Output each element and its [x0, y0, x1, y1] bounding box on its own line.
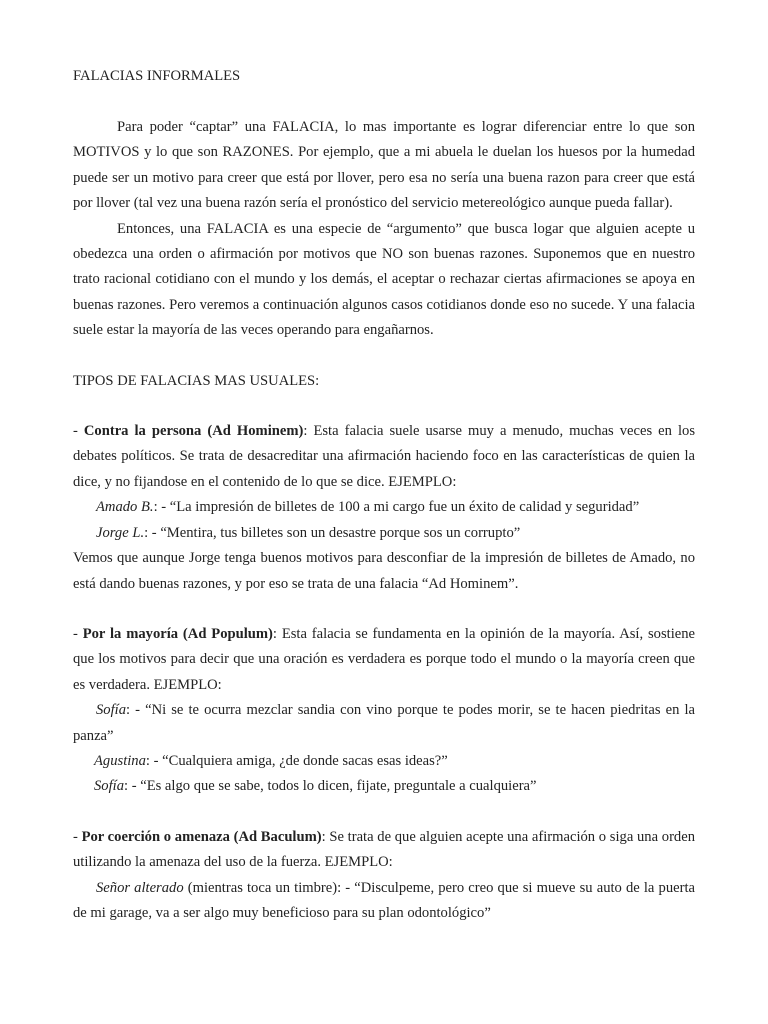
populum-dialog-1: [73, 698, 695, 749]
intro-paragraph-2: Entonces, una FALACIA es una especie de “argumento” que busca logar que alguien acepte u obedezca una orden o afirmación por motivos que NO son buenas razones. Suponemos que en nuestro trato racional cotidiano con el mundo y los demás, el aceptar o rechazar ciertas afirmaciones se apoya en buenas razones. Pero veremos a continuación algunos casos cotidianos donde eso no sucede. Y una falacia suele estar la mayoría de las veces operando para engañarnos.: [73, 220, 695, 339]
hominem-dialog-1: [73, 495, 695, 520]
populum-name: Por la mayoría (Ad Populum): [82, 625, 273, 642]
populum-dash: -: [73, 625, 83, 642]
hominem-d1-text: : - “La impresión de billetes de 100 a mi cargo fue un éxito de calidad y seguridad”: [153, 499, 640, 516]
populum-dialog-2: [73, 749, 695, 774]
hominem-text: : Esta falacia suele usarse muy a menudo, muchas veces en los debates políticos. Se trata de desacreditar una afirmación haciendo foco en las características de quien la dice, y no fijandose en el contenido de lo que se dice. EJEMPLO:: [73, 423, 696, 490]
populum-d3-text: : - “Es algo que se sabe, todos lo dicen, fijate, preguntale a cualquiera”: [124, 778, 537, 795]
intro-paragraph-1: Para poder “captar” una FALACIA, lo mas importante es lograr diferenciar entre lo que son MOTIVOS y lo que son RAZONES. Por ejemplo, que a mi abuela le duelan los huesos por la humedad puede ser un motivo para creer que está por llover, pero esa no sería una buena razon para creer que está por llover (tal vez una buena razón sería el pronóstico del servicio metereológico aunque pueda fallar).: [73, 119, 695, 212]
document-title: FALACIAS INFORMALES: [73, 68, 241, 84]
populum-d1-speaker: Sofía: [96, 702, 126, 719]
populum-dialog-3: [73, 774, 695, 799]
populum-d2-text: : - “Cualquiera amiga, ¿de donde sacas esas ideas?”: [145, 752, 448, 769]
types-heading: TIPOS DE FALACIAS MAS USUALES:: [73, 372, 320, 389]
baculum-name: Por coerción o amenaza (Ad Baculum): [81, 828, 322, 845]
populum-d3-speaker: Sofía: [94, 778, 124, 795]
baculum-d1-text: (mientras toca un timbre): - “Disculpeme, pero creo que si mueve su auto de la puerta de mi garage, va a ser algo muy beneficioso para su plan odontológico”: [73, 879, 695, 921]
page-content: [73, 66, 695, 926]
populum-d2-speaker: Agustina: [94, 752, 146, 769]
baculum-dash: -: [73, 828, 82, 845]
baculum-paragraph: [73, 825, 695, 876]
hominem-d2-text: : - “Mentira, tus billetes son un desastre porque sos un corrupto”: [144, 524, 521, 541]
hominem-d2-speaker: Jorge L.: [96, 524, 145, 541]
hominem-conclusion: Vemos que aunque Jorge tenga buenos motivos para desconfiar de la impresión de billetes de Amado, no está dando buenas razones, y por eso se trata de una falacia “Ad Hominem”.: [73, 550, 695, 592]
hominem-dash: -: [73, 423, 84, 440]
baculum-d1-speaker: Señor alterado: [96, 879, 184, 896]
baculum-dialog-1: [73, 876, 695, 927]
hominem-name: Contra la persona (Ad Hominem): [83, 423, 304, 440]
populum-text: : Esta falacia se fundamenta en la opinión de la mayoría. Así, sostiene que los motivos para decir que una oración es verdadera es porque todo el mundo o la mayoría creen que es verdadera. EJEMPLO:: [73, 625, 695, 693]
populum-d1-text: : - “Ni se te ocurra mezclar sandia con vino porque te podes morir, se te hacen piedritas en la panza”: [73, 702, 695, 744]
baculum-text: : Se trata de que alguien acepte una afirmación o siga una orden utilizando la amenaza del uso de la fuerza. EJEMPLO:: [73, 828, 695, 871]
hominem-paragraph: [73, 419, 695, 495]
hominem-d1-speaker: Amado B.: [96, 499, 154, 516]
hominem-dialog-2: [73, 521, 695, 546]
populum-paragraph: [73, 622, 695, 698]
